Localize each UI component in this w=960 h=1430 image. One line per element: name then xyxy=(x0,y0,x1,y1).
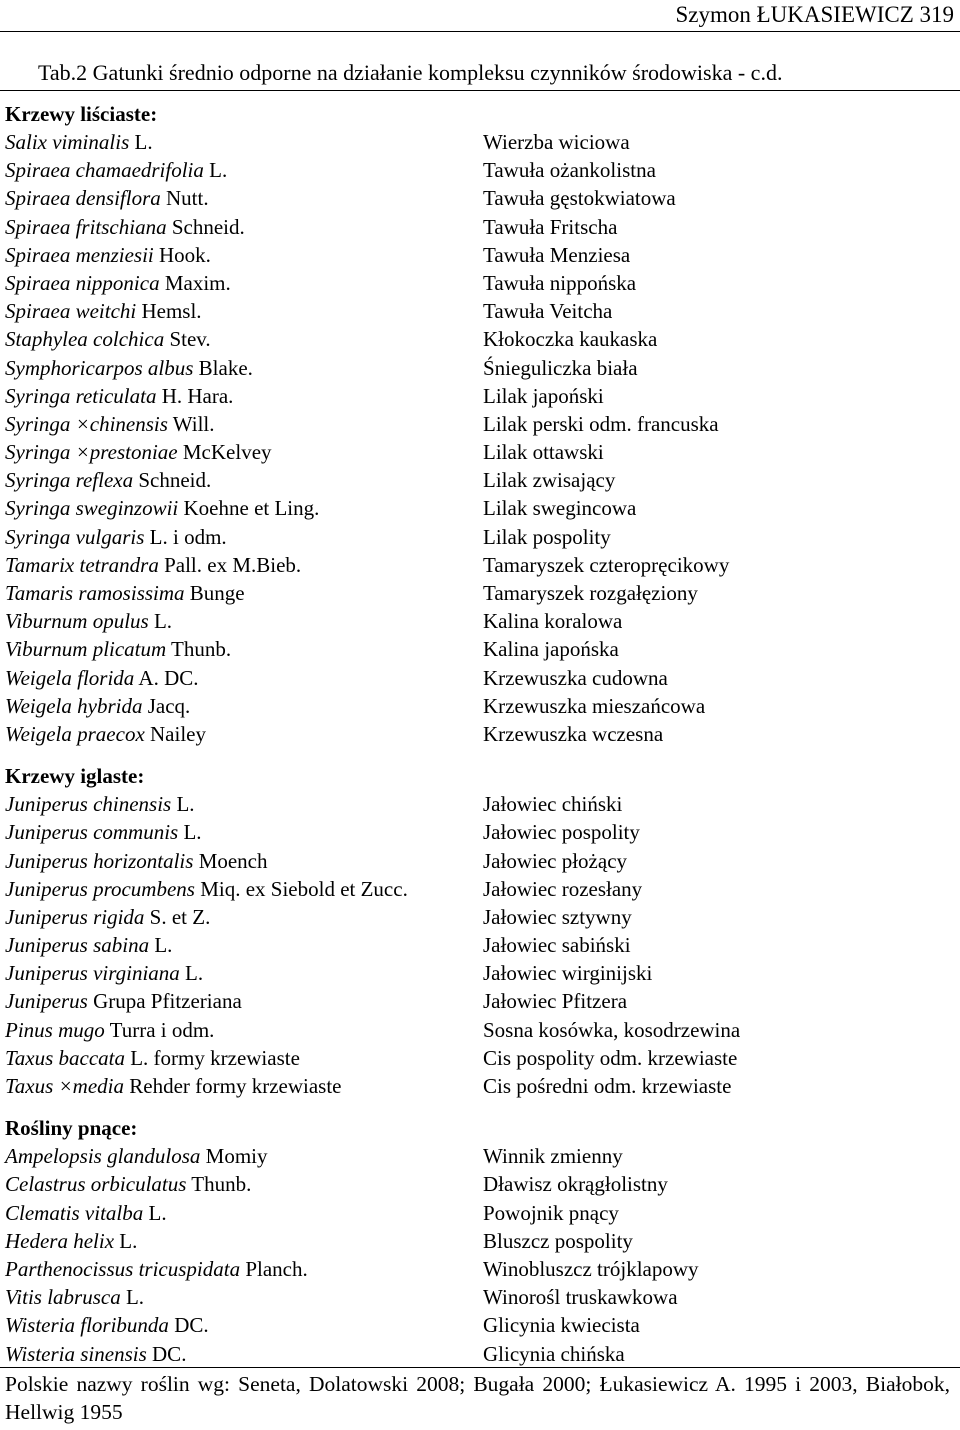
species-name: Syringa vulgaris xyxy=(5,524,145,549)
table-caption: Tab.2 Gatunki średnio odporne na działanie kompleksu czynników środowiska - c.d. xyxy=(38,60,783,85)
latin-name xyxy=(5,959,483,987)
header-rule xyxy=(0,31,960,32)
latin-name xyxy=(5,354,483,382)
section-title: Krzewy liściaste: xyxy=(5,102,158,126)
author-name: Schneid. xyxy=(166,214,245,239)
polish-name: Cis pospolity odm. krzewiaste xyxy=(483,1045,738,1070)
latin-name xyxy=(5,790,483,818)
author-name: L. xyxy=(148,609,173,634)
species-name: Juniperus horizontalis xyxy=(5,848,194,873)
table-row xyxy=(5,635,955,663)
table-row xyxy=(5,692,955,720)
table-row xyxy=(5,664,955,692)
species-name: Spiraea weitchi xyxy=(5,299,137,324)
author-name: DC. xyxy=(146,1341,187,1366)
polish-name: Jałowiec Pfitzera xyxy=(483,989,628,1014)
author-name: Grupa Pfitzeriana xyxy=(87,989,242,1014)
author-name: Stev. xyxy=(164,327,211,352)
table-row xyxy=(5,818,955,846)
latin-name xyxy=(5,847,483,875)
table-row xyxy=(5,382,955,410)
species-name: Celastrus orbiculatus xyxy=(5,1172,187,1197)
latin-name xyxy=(5,692,483,720)
latin-name xyxy=(5,607,483,635)
latin-name xyxy=(5,325,483,353)
polish-name: Sosna kosówka, kosodrzewina xyxy=(483,1017,741,1042)
species-name: Taxus ×media xyxy=(5,1074,124,1098)
species-name: Viburnum opulus xyxy=(5,609,149,634)
table-row xyxy=(5,325,955,353)
author-name: Pall. ex M.Bieb. xyxy=(158,552,302,577)
latin-name xyxy=(5,269,483,297)
species-name: Spiraea densiflora xyxy=(5,186,161,211)
species-name: Viburnum plicatum xyxy=(5,637,167,662)
latin-name xyxy=(5,438,483,466)
author-name: Will. xyxy=(167,411,215,436)
species-name: Spiraea fritschiana xyxy=(5,214,167,239)
polish-name: Tamaryszek rozgałęziony xyxy=(483,581,698,605)
species-name: Clematis vitalba xyxy=(5,1200,144,1225)
table-row xyxy=(5,875,955,903)
author-name: Thunb. xyxy=(186,1172,252,1197)
polish-name: Tawuła Fritscha xyxy=(483,214,618,239)
species-name: Symphoricarpos albus xyxy=(5,355,194,380)
section-gap xyxy=(5,748,955,762)
table-row xyxy=(5,438,955,466)
author-name: L. xyxy=(149,933,173,958)
author-name: H. Hara. xyxy=(156,383,234,408)
species-name: Salix viminalis xyxy=(5,130,130,154)
species-name: Wisteria sinensis xyxy=(5,1341,147,1366)
table-row xyxy=(5,184,955,212)
table-row xyxy=(5,354,955,382)
table-row xyxy=(5,1283,955,1311)
species-name: Weigela praecox xyxy=(5,721,145,746)
table-row xyxy=(5,410,955,438)
latin-name xyxy=(5,1170,483,1198)
author-name: Rehder formy krzewiaste xyxy=(124,1074,342,1098)
polish-name: Krzewuszka wczesna xyxy=(483,721,664,746)
polish-name: Tawuła nippońska xyxy=(483,270,637,295)
table-row xyxy=(5,1311,955,1339)
latin-name xyxy=(5,720,483,748)
table-row xyxy=(5,1340,955,1368)
polish-name: Bluszcz pospolity xyxy=(483,1228,633,1253)
author-name: Nailey xyxy=(144,721,206,746)
species-name: Juniperus procumbens xyxy=(5,876,195,901)
author-name: Turra i odm. xyxy=(104,1017,215,1042)
polish-name: Jałowiec płożący xyxy=(483,848,628,873)
table-row xyxy=(5,720,955,748)
polish-name: Śnieguliczka biała xyxy=(483,355,638,380)
table-row xyxy=(5,1255,955,1283)
table-row xyxy=(5,1199,955,1227)
species-name: Parthenocissus tricuspidata xyxy=(5,1256,241,1281)
species-name: Juniperus virginiana xyxy=(5,961,180,986)
author-name: L. xyxy=(179,961,204,986)
author-name: A. DC. xyxy=(134,665,199,690)
latin-name xyxy=(5,1044,483,1072)
latin-name xyxy=(5,466,483,494)
polish-name: Cis pośredni odm. krzewiaste xyxy=(483,1074,732,1098)
latin-name xyxy=(5,1340,483,1368)
table-row xyxy=(5,213,955,241)
author-name: Miq. ex Siebold et Zucc. xyxy=(194,876,408,901)
author-name: S. et Z. xyxy=(144,904,211,929)
latin-name xyxy=(5,184,483,212)
author-name: McKelvey xyxy=(177,440,272,465)
polish-name: Krzewuszka cudowna xyxy=(483,665,668,690)
polish-name: Glicynia kwiecista xyxy=(483,1313,640,1338)
author-name: L. xyxy=(120,1285,145,1310)
latin-name xyxy=(5,635,483,663)
polish-name: Powojnik pnący xyxy=(483,1200,619,1225)
author-name: L. xyxy=(114,1228,138,1253)
table-row xyxy=(5,466,955,494)
polish-name: Lilak ottawski xyxy=(483,440,604,465)
author-name: L. xyxy=(203,158,228,183)
table-row xyxy=(5,903,955,931)
latin-name xyxy=(5,1283,483,1311)
latin-name xyxy=(5,213,483,241)
polish-name: Tawuła Menziesa xyxy=(483,242,631,267)
polish-name: Winobluszcz trójklapowy xyxy=(483,1256,699,1281)
species-name: Weigela hybrida xyxy=(5,693,143,718)
table-row xyxy=(5,551,955,579)
polish-name: Jałowiec wirginijski xyxy=(483,961,653,986)
polish-name: Kłokoczka kaukaska xyxy=(483,327,658,352)
table-row xyxy=(5,987,955,1015)
polish-name: Wierzba wiciowa xyxy=(483,130,630,154)
polish-name: Tamaryszek czteropręcikowy xyxy=(483,552,730,577)
latin-name xyxy=(5,1072,483,1100)
latin-name xyxy=(5,551,483,579)
author-name: Momiy xyxy=(200,1144,268,1169)
latin-name xyxy=(5,1199,483,1227)
latin-name xyxy=(5,410,483,438)
table-row xyxy=(5,1227,955,1255)
species-name: Taxus baccata xyxy=(5,1045,125,1070)
polish-name: Lilak swegincowa xyxy=(483,496,637,521)
polish-name: Jałowiec chiński xyxy=(483,792,623,817)
polish-name: Lilak pospolity xyxy=(483,524,611,549)
polish-name: Kalina koralowa xyxy=(483,609,623,634)
table-row xyxy=(5,607,955,635)
author-name: Planch. xyxy=(240,1256,308,1281)
polish-name: Krzewuszka mieszańcowa xyxy=(483,693,706,718)
polish-name: Tawuła gęstokwiatowa xyxy=(483,186,676,211)
species-name: Vitis labrusca xyxy=(5,1285,121,1310)
species-name: Spiraea chamaedrifolia xyxy=(5,158,204,183)
polish-name: Dławisz okrągłolistny xyxy=(483,1172,668,1197)
species-name: Wisteria floribunda xyxy=(5,1313,169,1338)
species-name: Weigela florida xyxy=(5,665,135,690)
author-name: L. xyxy=(178,820,202,845)
species-name: Pinus mugo xyxy=(5,1017,105,1042)
latin-name xyxy=(5,156,483,184)
latin-name xyxy=(5,382,483,410)
table-row xyxy=(5,1044,955,1072)
latin-name xyxy=(5,494,483,522)
latin-name xyxy=(5,931,483,959)
table-footnote: Polskie nazwy roślin wg: Seneta, Dolatowski 2008; Bugała 2000; Łukasiewicz A. 1995 i 2003, Białobok, Hellwig 1955 xyxy=(5,1372,950,1424)
latin-name xyxy=(5,579,483,607)
latin-name xyxy=(5,523,483,551)
author-name: Hook. xyxy=(153,242,211,267)
author-name: Schneid. xyxy=(133,468,212,493)
polish-name: Jałowiec sabiński xyxy=(483,933,631,958)
author-name: Maxim. xyxy=(159,270,231,295)
species-name: Syringa sweginzowii xyxy=(5,496,179,521)
species-name: Juniperus rigida xyxy=(5,904,145,929)
latin-name xyxy=(5,1016,483,1044)
footer-rule xyxy=(0,1367,960,1368)
latin-name xyxy=(5,875,483,903)
species-name: Tamaris ramosissima xyxy=(5,581,185,605)
species-name: Ampelopsis glandulosa xyxy=(5,1144,201,1169)
polish-name: Tawuła Veitcha xyxy=(483,299,613,324)
species-name: Staphylea colchica xyxy=(5,327,165,352)
species-name: Syringa ×prestoniae xyxy=(5,440,178,465)
species-name: Syringa ×chinensis xyxy=(5,411,168,436)
section-gap xyxy=(5,1100,955,1114)
latin-name xyxy=(5,297,483,325)
table-row xyxy=(5,1072,955,1100)
table-row xyxy=(5,156,955,184)
table-row xyxy=(5,931,955,959)
author-name: L. xyxy=(171,792,195,817)
author-name: L. xyxy=(143,1200,167,1225)
latin-name xyxy=(5,128,483,156)
species-name: Spiraea nipponica xyxy=(5,270,160,295)
table-row xyxy=(5,1016,955,1044)
species-name: Juniperus chinensis xyxy=(5,792,172,817)
species-name: Juniperus communis xyxy=(5,820,179,845)
polish-name: Jałowiec rozesłany xyxy=(483,876,643,901)
author-name: Jacq. xyxy=(142,693,191,718)
species-name: Syringa reticulata xyxy=(5,383,157,408)
polish-name: Glicynia chińska xyxy=(483,1341,625,1366)
table-row xyxy=(5,241,955,269)
table-row xyxy=(5,790,955,818)
species-name: Tamarix tetrandra xyxy=(5,552,159,577)
caption-rule xyxy=(0,90,960,91)
latin-name xyxy=(5,1311,483,1339)
table-row xyxy=(5,494,955,522)
author-name: DC. xyxy=(168,1313,209,1338)
table-row xyxy=(5,297,955,325)
species-name: Spiraea menziesii xyxy=(5,242,154,267)
table-row xyxy=(5,269,955,297)
latin-name xyxy=(5,1142,483,1170)
table-row xyxy=(5,579,955,607)
running-header: Szymon ŁUKASIEWICZ 319 xyxy=(675,2,954,27)
author-name: L. xyxy=(129,130,153,154)
author-name: L. i odm. xyxy=(144,524,227,549)
polish-name: Winnik zmienny xyxy=(483,1144,623,1169)
table-row xyxy=(5,959,955,987)
polish-name: Jałowiec sztywny xyxy=(483,904,632,929)
species-name: Hedera helix xyxy=(5,1228,115,1253)
species-name: Juniperus xyxy=(5,989,88,1014)
polish-name: Kalina japońska xyxy=(483,637,619,662)
latin-name xyxy=(5,818,483,846)
author-name: Nutt. xyxy=(160,186,209,211)
polish-name: Winorośl truskawkowa xyxy=(483,1285,678,1310)
latin-name xyxy=(5,1227,483,1255)
author-name: Hemsl. xyxy=(136,299,202,324)
species-name: Juniperus sabina xyxy=(5,933,150,958)
table-row xyxy=(5,1170,955,1198)
author-name: L. formy krzewiaste xyxy=(124,1045,300,1070)
author-name: Blake. xyxy=(193,355,253,380)
latin-name xyxy=(5,987,483,1015)
species-table xyxy=(5,100,955,1368)
author-name: Koehne et Ling. xyxy=(178,496,320,521)
polish-name: Lilak perski odm. francuska xyxy=(483,411,719,436)
latin-name xyxy=(5,241,483,269)
polish-name: Lilak japoński xyxy=(483,383,604,408)
table-row xyxy=(5,523,955,551)
species-name: Syringa reflexa xyxy=(5,468,134,493)
author-name: Moench xyxy=(193,848,268,873)
latin-name xyxy=(5,664,483,692)
polish-name: Jałowiec pospolity xyxy=(483,820,640,845)
latin-name xyxy=(5,903,483,931)
section-title: Rośliny pnące: xyxy=(5,1116,138,1141)
table-row xyxy=(5,1142,955,1170)
polish-name: Lilak zwisający xyxy=(483,468,616,493)
table-row xyxy=(5,128,955,156)
latin-name xyxy=(5,1255,483,1283)
section-title: Krzewy iglaste: xyxy=(5,764,145,789)
polish-name: Tawuła ożankolistna xyxy=(483,158,656,183)
author-name: Thunb. xyxy=(166,637,232,662)
table-row xyxy=(5,847,955,875)
author-name: Bunge xyxy=(184,581,245,605)
